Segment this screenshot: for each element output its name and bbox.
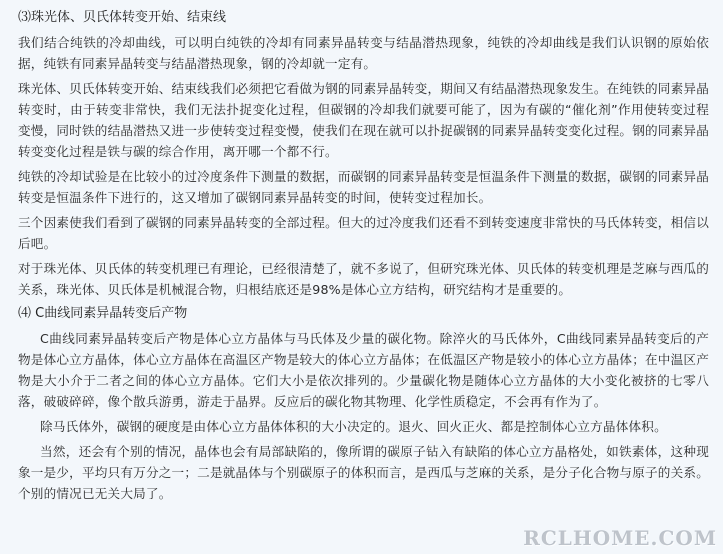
- paragraph: 对于珠光体、贝氏体的转变机理已有理论，已经很清楚了，就不多说了，但研究珠光体、贝氏体的转变机理是芝麻与西瓜的关系，珠光体、贝氏体是机械混合物，归根结底还是98%是体心立方结构，研究结构才是重要的。: [18, 261, 709, 297]
- paragraph: C曲线同素异晶转变后产物是体心立方晶体与马氏体及少量的碳化物。除淬火的马氏体外，C曲线同素异晶转变后的产物是体心立方晶体，体心立方晶体在高温区产物是较大的体心立方晶体；在低温区产物是较小的体心立方晶体；在中温区产物是大小介于二者之间的体心立方晶体。它们大小是依次排列的。少量碳化物是随体心立方晶体的大小变化被挤的七零八落，破破碎碎，像个散兵游勇，游走于晶界。反应后的碳化物其物理、化学性质稳定，不会再有作为了。: [18, 331, 709, 409]
- paragraph: 珠光体、贝氏体转变开始、结束线我们必须把它看做为钢的同素异晶转变，期间又有结晶潜热现象发生。在纯铁的同素异晶转变时，由于转变非常快，我们无法扑捉变化过程，但碳钢的冷却我们就要可能了，因为有碳的“催化剂”作用使转变过程变慢，同时铁的结晶潜热又进一步使转变过程变慢，使我们在现在就可以扑捉碳钢的同素异晶转变变化过程。钢的同素异晶转变变化过程是铁与碳的综合作用，离开哪一个都不行。: [18, 81, 709, 159]
- paragraph: 除马氏体外，碳钢的硬度是由体心立方晶体体积的大小决定的。退火、回火正火、都是控制体心立方晶体体积。: [40, 419, 667, 434]
- paragraph: 三个因素使我们看到了碳钢的同素异晶转变的全部过程。但大的过冷度我们还看不到转变速度非常快的马氏体转变，相信以后吧。: [18, 215, 709, 251]
- section-heading-c-curve-products: ⑷ C曲线同素异晶转变后产物: [18, 306, 188, 321]
- paragraph: 纯铁的冷却试验是在比较小的过冷度条件下测量的数据，而碳钢的同素异晶转变是恒温条件下测量的数据，碳钢的同素异晶转变是恒温条件下进行的，这又增加了碳钢同素异晶转变的时间，使转变过程加长。: [18, 169, 709, 205]
- site-watermark: RCLHOME.COM: [523, 526, 717, 550]
- section-heading-pearlite-bainite: ⑶珠光体、贝氏体转变开始、结束线: [18, 10, 227, 25]
- paragraph: 当然，还会有个别的情况，晶体也会有局部缺陷的，像所谓的碳原子钻入有缺陷的体心立方晶格处，如铁素体，这种现象一是少，平均只有万分之一；二是就晶体与个别碳原子的体积而言，是西瓜与芝麻的关系，是分子化合物与原子的关系。个别的情况已无关大局了。: [18, 444, 709, 501]
- paragraph: 我们结合纯铁的冷却曲线，可以明白纯铁的冷却有同素异晶转变与结晶潜热现象，纯铁的冷却曲线是我们认识钢的原始依据，纯铁有同素异晶转变与结晶潜热现象，钢的冷却就一定有。: [18, 35, 709, 71]
